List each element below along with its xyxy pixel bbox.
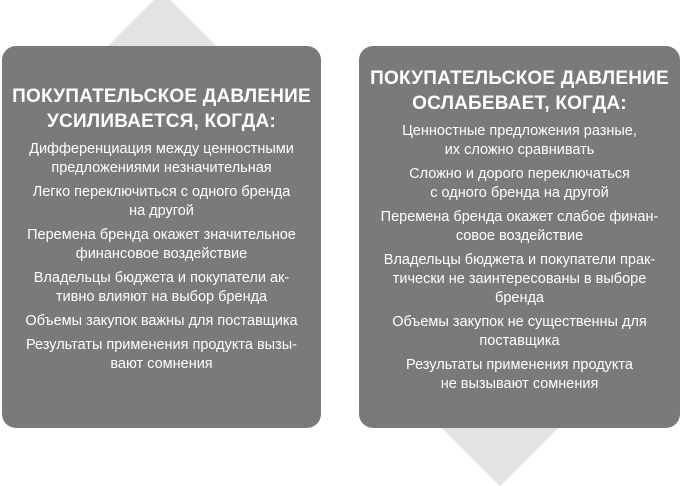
condition-item: Перемена бренда окажет слабое финан- совое воздействие [380, 209, 659, 244]
condition-item: Результаты применения продукта не вызывают сомнения [406, 357, 633, 392]
panel-title-decreases: ПОКУПАТЕЛЬСКОЕ ДАВЛЕНИЕ ОСЛАБЕВАЕТ, КОГДА: [370, 68, 669, 114]
condition-item: Ценностные предложения разные, их сложно сравнивать [402, 123, 637, 158]
panel-title-increases: ПОКУПАТЕЛЬСКОЕ ДАВЛЕНИЕ УСИЛИВАЕТСЯ, КОГДА: [12, 86, 311, 132]
condition-item: Объемы закупок не существенны для поставщика [392, 314, 647, 349]
conditions-list-increases [12, 140, 311, 374]
condition-item: Дифференциация между ценностными предложениями незначительная [29, 141, 294, 176]
condition-item: Владельцы бюджета и покупатели ак- тивно влияют на выбор бренда [33, 270, 290, 305]
condition-item: Легко переключиться с одного бренда на другой [32, 184, 291, 219]
condition-item: Перемена бренда окажет значительное финансовое воздействие [27, 227, 296, 262]
panel-pressure-increases [2, 46, 321, 428]
condition-item: Владельцы бюджета и покупатели прак- тически не заинтересованы в выборе бренда [383, 252, 656, 306]
conditions-list-decreases [369, 122, 670, 394]
condition-item: Объемы закупок важны для поставщика [25, 313, 298, 329]
condition-item: Сложно и дорого переключаться с одного бренда на другой [409, 166, 630, 201]
panel-pressure-decreases [359, 46, 680, 428]
condition-item: Результаты применения продукта вызы- вают сомнения [26, 337, 297, 372]
